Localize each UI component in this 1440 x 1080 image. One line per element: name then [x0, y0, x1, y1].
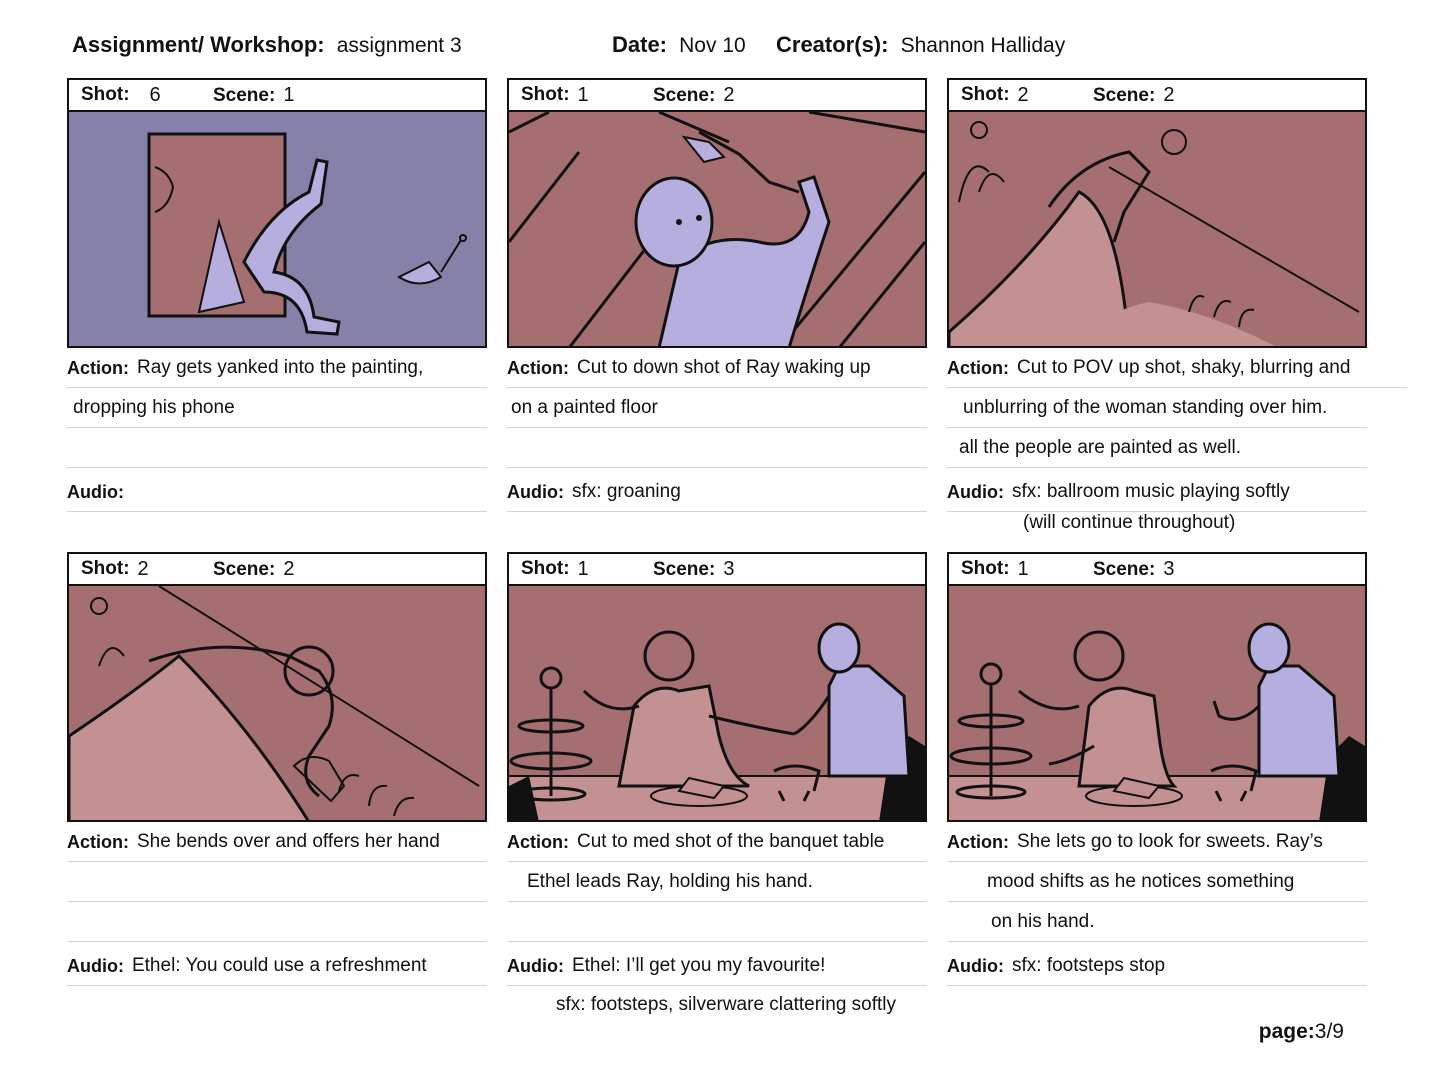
panel-header — [507, 552, 927, 586]
audio-label: Audio: — [67, 482, 124, 502]
panel-header — [67, 552, 487, 586]
shot-number: 6 — [149, 83, 161, 106]
scene-number: 2 — [283, 557, 295, 580]
date-label: Date: — [612, 32, 668, 57]
action-text: Cut to down shot of Ray waking up — [577, 357, 871, 378]
scene-number: 2 — [1163, 83, 1175, 106]
audio-label: Audio: — [947, 482, 1004, 502]
date-value: Nov 10 — [679, 34, 746, 57]
audio-label: Audio: — [947, 956, 1004, 976]
scene-number: 3 — [723, 557, 735, 580]
audio-text-continued: sfx: footsteps, silverware clattering softly — [556, 994, 897, 1015]
action-text: on his hand. — [991, 911, 1095, 932]
audio-text: Ethel: I’ll get you my favourite! — [571, 955, 826, 976]
storyboard-panel-5 — [507, 552, 927, 822]
audio-text: sfx: ballroom music playing softly — [1011, 481, 1290, 502]
action-label: Action: — [67, 358, 129, 378]
action-text: She lets go to look for sweets. Ray’s — [1017, 831, 1323, 852]
panel-sketch — [947, 586, 1367, 822]
scene-label: Scene: — [653, 558, 716, 580]
scene-label: Scene: — [1093, 558, 1156, 580]
panel-header — [67, 78, 487, 112]
action-text: Cut to med shot of the banquet table — [577, 831, 885, 852]
scene-number: 1 — [283, 83, 295, 106]
assignment-value: assignment 3 — [336, 34, 462, 57]
header-date — [612, 32, 746, 58]
action-label: Action: — [947, 358, 1009, 378]
shot-number: 2 — [1017, 83, 1029, 106]
audio-text: sfx: footsteps stop — [1011, 955, 1166, 976]
action-text: dropping his phone — [73, 397, 235, 418]
creator-label: Creator(s): — [776, 32, 889, 57]
storyboard-panel-6 — [947, 552, 1367, 822]
shot-label: Shot: — [81, 558, 130, 579]
panel-notes-6 — [947, 822, 1367, 986]
panel-notes-5 — [507, 822, 927, 986]
shot-label: Shot: — [521, 558, 570, 579]
scene-label: Scene: — [213, 84, 276, 106]
creator-value: Shannon Halliday — [900, 34, 1066, 57]
panel-sketch — [67, 586, 487, 822]
scene-label: Scene: — [653, 84, 716, 106]
panel-notes-4 — [67, 822, 487, 986]
audio-text: sfx: groaning — [571, 481, 681, 502]
action-label: Action: — [507, 832, 569, 852]
panel-header — [947, 552, 1367, 586]
panel-notes-2 — [507, 348, 927, 512]
audio-label: Audio: — [507, 482, 564, 502]
storyboard-panel-1 — [67, 78, 487, 348]
page-number — [1259, 1020, 1344, 1044]
action-text: Cut to POV up shot, shaky, blurring and — [1017, 357, 1351, 378]
scene-label: Scene: — [1093, 84, 1156, 106]
shot-label: Shot: — [521, 84, 570, 105]
page-label: page: — [1258, 1020, 1315, 1043]
action-text: unblurring of the woman standing over him. — [963, 397, 1328, 418]
action-text: all the people are painted as well. — [959, 437, 1242, 458]
panel-notes-3 — [947, 348, 1407, 512]
shot-number: 1 — [1017, 557, 1029, 580]
action-label: Action: — [947, 832, 1009, 852]
shot-label: Shot: — [961, 84, 1010, 105]
shot-number: 1 — [577, 557, 589, 580]
panel-sketch — [507, 112, 927, 348]
audio-text: Ethel: You could use a refreshment — [131, 955, 427, 976]
shot-label: Shot: — [81, 84, 130, 105]
scene-number: 3 — [1163, 557, 1175, 580]
storyboard-panel-3 — [947, 78, 1367, 348]
shot-number: 2 — [137, 557, 149, 580]
scene-label: Scene: — [213, 558, 276, 580]
panel-sketch — [947, 112, 1367, 348]
panel-sketch — [67, 112, 487, 348]
audio-label: Audio: — [507, 956, 564, 976]
panel-header — [507, 78, 927, 112]
action-text: mood shifts as he notices something — [987, 871, 1295, 892]
action-text: She bends over and offers her hand — [137, 831, 440, 852]
action-text: Ethel leads Ray, holding his hand. — [527, 871, 813, 892]
assignment-label: Assignment/ Workshop: — [72, 32, 325, 57]
panel-sketch — [507, 586, 927, 822]
panel-header — [947, 78, 1367, 112]
audio-text-continued: (will continue throughout) — [1023, 512, 1236, 533]
action-text: Ray gets yanked into the painting, — [137, 357, 424, 378]
page-value: 3/9 — [1314, 1020, 1344, 1043]
audio-label: Audio: — [67, 956, 124, 976]
action-label: Action: — [67, 832, 129, 852]
header-creator — [776, 32, 1065, 58]
action-label: Action: — [507, 358, 569, 378]
shot-label: Shot: — [961, 558, 1010, 579]
action-text: on a painted floor — [511, 397, 658, 418]
storyboard-panel-2 — [507, 78, 927, 348]
shot-number: 1 — [577, 83, 589, 106]
scene-number: 2 — [723, 83, 735, 106]
panel-notes-1 — [67, 348, 487, 512]
storyboard-panel-4 — [67, 552, 487, 822]
header-assignment — [72, 32, 462, 58]
